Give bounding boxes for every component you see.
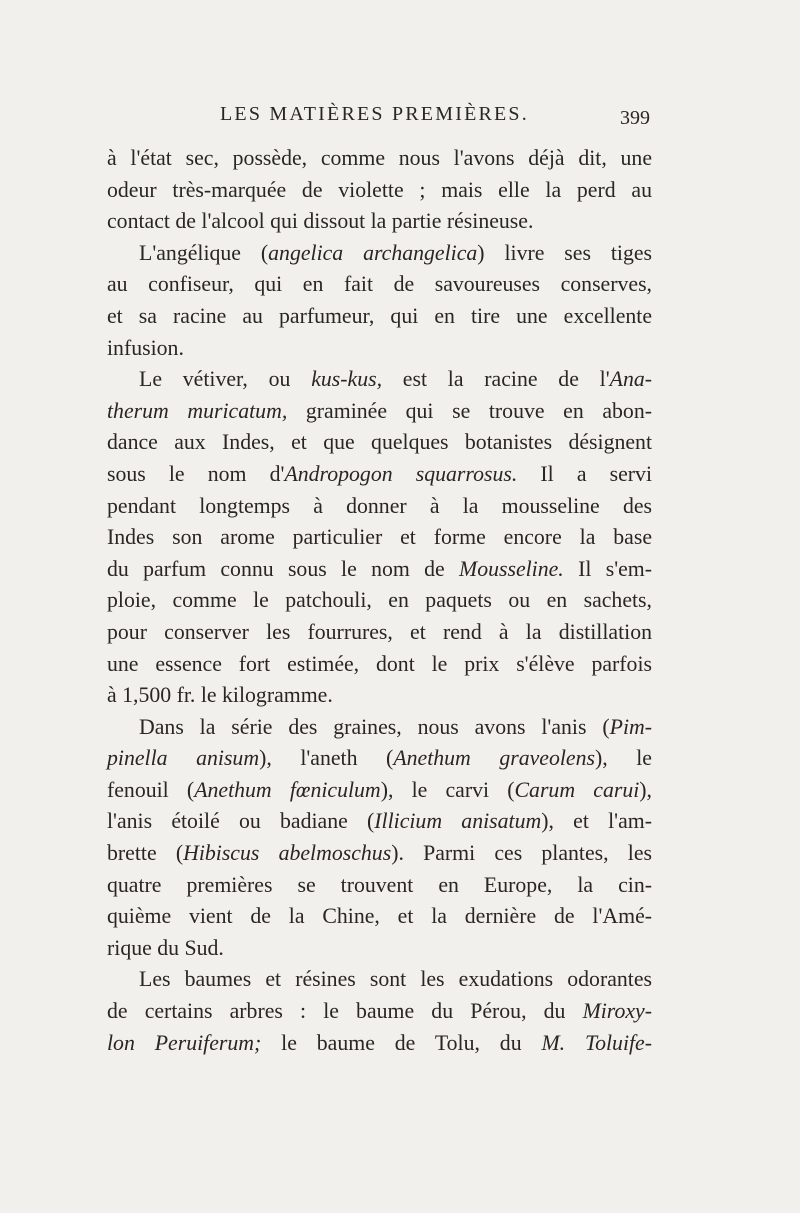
- text-segment: odeur très-marquée de violette ; mais elle la perd au: [107, 177, 652, 202]
- text-segment: à 1,500 fr. le kilogramme.: [107, 683, 333, 708]
- text-line: [107, 712, 652, 744]
- text-segment: ), l'aneth (: [259, 746, 394, 771]
- text-segment: au confiseur, qui en fait de savoureuses conserves,: [107, 272, 652, 297]
- italic-text: Carum carui: [514, 777, 640, 802]
- text-segment: une essence fort estimée, dont le prix s'élève parfois: [107, 651, 652, 676]
- text-segment: dance aux Indes, et que quelques botanistes désignent: [107, 430, 652, 455]
- text-line: [107, 1028, 652, 1060]
- text-segment: Dans la série des graines, nous avons l'anis (: [139, 714, 610, 739]
- text-line: [107, 870, 652, 902]
- italic-text: Pim-: [609, 714, 652, 739]
- text-segment: Le vétiver, ou: [139, 367, 312, 392]
- text-line: [107, 175, 652, 207]
- text-segment: est la racine de l': [382, 367, 610, 392]
- text-line: [107, 554, 652, 586]
- italic-text: Miroxy-: [582, 999, 652, 1024]
- italic-text: therum muricatum,: [107, 398, 288, 423]
- text-line: [107, 806, 652, 838]
- text-line: [107, 364, 652, 396]
- text-segment: ),: [639, 777, 652, 802]
- text-segment: ), le: [594, 746, 652, 771]
- text-segment: brette (: [107, 841, 184, 866]
- page-number: 399: [620, 107, 650, 129]
- italic-text: Anethum graveolens: [393, 746, 595, 771]
- text-segment: fenouil (: [107, 777, 195, 802]
- italic-text: Andropogon squarrosus.: [284, 461, 518, 486]
- running-title: LES MATIÈRES PREMIÈRES.: [220, 103, 529, 125]
- text-line: [107, 238, 652, 270]
- text-line: [107, 933, 652, 965]
- italic-text: Illicium anisatum: [374, 809, 542, 834]
- italic-text: Anethum fœniculum: [194, 777, 381, 802]
- running-header: [107, 103, 652, 133]
- text-line: [107, 585, 652, 617]
- text-segment: pendant longtemps à donner à la mousseline des: [107, 493, 652, 518]
- text-line: [107, 743, 652, 775]
- text-line: [107, 301, 652, 333]
- text-segment: Indes son arome particulier et forme encore la base: [107, 525, 652, 550]
- text-line: [107, 649, 652, 681]
- text-line: [107, 459, 652, 491]
- italic-text: Ana-: [609, 367, 652, 392]
- text-line: [107, 775, 652, 807]
- text-segment: contact de l'alcool qui dissout la partie résineuse.: [107, 209, 534, 234]
- text-line: [107, 901, 652, 933]
- text-line: [107, 996, 652, 1028]
- text-segment: Les baumes et résines sont les exudations odorantes: [139, 967, 652, 992]
- text-segment: l'anis étoilé ou badiane (: [107, 809, 375, 834]
- italic-text: Mousseline.: [459, 556, 564, 581]
- text-line: [107, 617, 652, 649]
- text-line: [107, 522, 652, 554]
- italic-text: lon Peruiferum;: [107, 1030, 262, 1055]
- text-segment: quatre premières se trouvent en Europe, la cin-: [107, 872, 652, 897]
- italic-text: kus-kus,: [311, 367, 383, 392]
- text-segment: Il s'em-: [563, 556, 653, 581]
- text-segment: de certains arbres : le baume du Pérou, du: [107, 999, 583, 1024]
- text-segment: ), le carvi (: [380, 777, 515, 802]
- text-segment: infusion.: [107, 335, 184, 360]
- text-segment: ploie, comme le patchouli, en paquets ou en sachets,: [107, 588, 652, 613]
- text-line: [107, 491, 652, 523]
- text-line: [107, 964, 652, 996]
- italic-text: Hibiscus abelmoschus: [183, 841, 392, 866]
- text-line: [107, 143, 652, 175]
- text-segment: le baume de Tolu, du: [261, 1030, 542, 1055]
- text-line: [107, 838, 652, 870]
- text-segment: du parfum connu sous le nom de: [107, 556, 460, 581]
- text-segment: graminée qui se trouve en abon-: [287, 398, 652, 423]
- text-segment: ), et l'am-: [541, 809, 652, 834]
- text-segment: Il a servi: [517, 461, 652, 486]
- text-line: [107, 680, 652, 712]
- text-segment: à l'état sec, possède, comme nous l'avons déjà dit, une: [107, 146, 652, 170]
- text-line: [107, 206, 652, 238]
- text-line: [107, 333, 652, 365]
- text-line: [107, 396, 652, 428]
- text-segment: et sa racine au parfumeur, qui en tire une excellente: [107, 303, 652, 328]
- italic-text: angelica archangelica: [268, 240, 478, 265]
- body-text: [107, 143, 652, 1059]
- text-segment: pour conserver les fourrures, et rend à la distillation: [107, 619, 652, 644]
- text-segment: sous le nom d': [107, 461, 285, 486]
- text-segment: ). Parmi ces plantes, les: [391, 841, 653, 866]
- italic-text: pinella anisum: [107, 746, 260, 771]
- italic-text: M. Toluife-: [541, 1030, 652, 1055]
- text-segment: rique du Sud.: [107, 935, 224, 960]
- text-segment: ) livre ses tiges: [477, 240, 653, 265]
- text-line: [107, 269, 652, 301]
- text-segment: quième vient de la Chine, et la dernière de l'Amé-: [107, 904, 652, 929]
- text-segment: L'angélique (: [139, 240, 269, 265]
- text-line: [107, 427, 652, 459]
